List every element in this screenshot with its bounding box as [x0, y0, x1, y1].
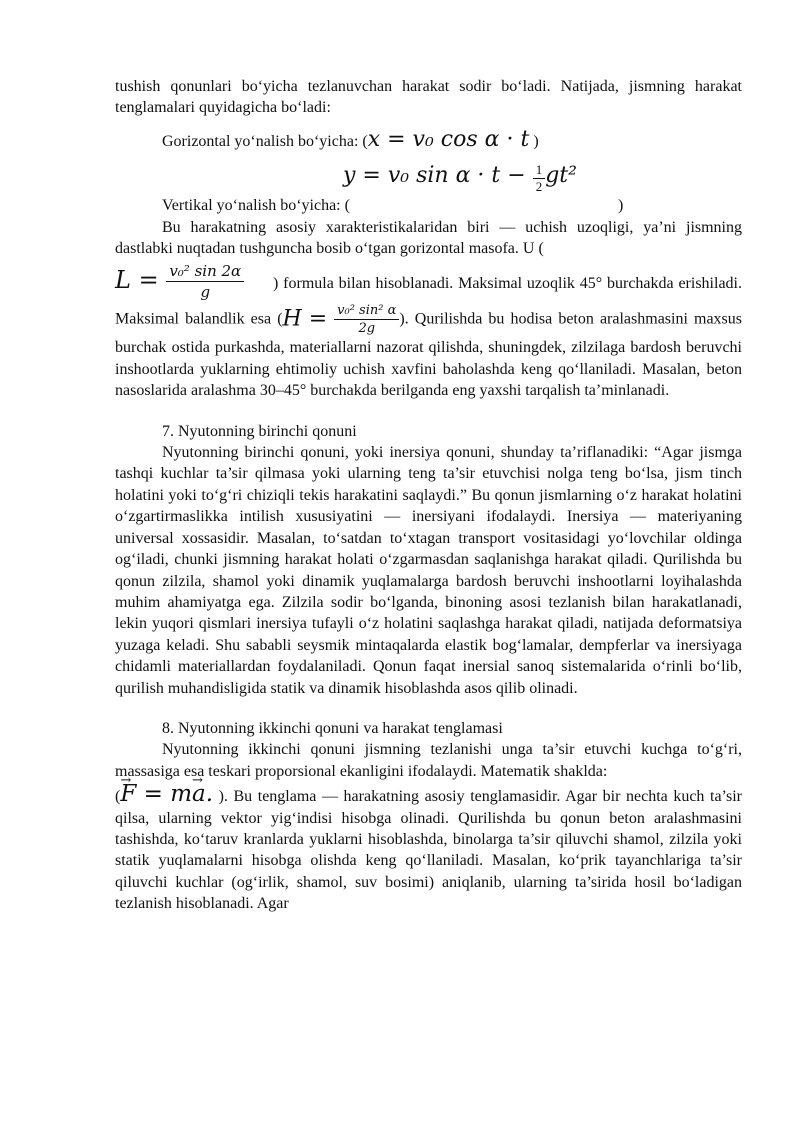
- vertical-formula-tail: gt²: [545, 163, 577, 189]
- height-after: ). Qurilishda bu hodisa beton aralashmasini maxsus burchak ostida purkashda, materiallarni nazorat qilishda, shuningdek, zilzilaga bardosh beruvchi inshootlarda yuklarning ehtimoliy uchish xavfini baholashda keng qo‘llaniladi. Masalan, beton nasoslarida aralashma 30–45° burchakda berilganda eng yaxshi tarqalish ta’minlanadi.: [115, 310, 742, 400]
- height-numerator: v₀² sin² α: [334, 302, 399, 320]
- document-page: [115, 76, 742, 915]
- height-fraction: [334, 302, 399, 337]
- vertical-label: Vertikal yo‘nalish bo‘yicha: (: [162, 197, 350, 215]
- range-text: Bu harakatning asosiy xarakteristikalaridan biri — uchish uzoqligi, ya’ni jismning dastlabki nuqtadan tushguncha bosib o‘tgan gorizontal masofa. U (: [115, 218, 742, 258]
- half-denominator: 2: [535, 179, 543, 195]
- newton-after: ). Bu tenglama — harakatning asosiy tenglamasidir. Agar bir nechta kuch ta’sir qilsa, ularning vektor yig‘indisi hisobga olinadi. Qurilishda bu qonun beton aralashmasini tashishda, ko‘taruv kranlarda yuklarni hisoblashda, binolarga ta’sir qiluvchi shamol, zilzila yoki statik yuqlamalarni hisobga olishda keng qo‘llaniladi. Masalan, ko‘prik tayanchlariga ta’sir qiluvchi kuchlar (og‘irlik, shamol, suv bosimi) aniqlanib, ularning ta’sirida hosil bo‘ladigan tezlanish hisoblanadi. Agar: [115, 788, 742, 913]
- range-fraction: [166, 261, 244, 302]
- acceleration-vector: → a: [192, 784, 206, 805]
- horizontal-close: ): [529, 132, 539, 150]
- horizontal-label: Gorizontal yo‘nalish bo‘yicha: (: [162, 132, 368, 150]
- range-after: ) formula bilan hisoblanadi. Maksimal uzoqlik 45° burchakda erishiladi. Maksimal balandlik esa (: [115, 275, 742, 328]
- section-8-title: 8. Nyutonning ikkinchi qonuni va harakat tenglamasi: [162, 719, 503, 737]
- newton-end: .: [205, 781, 214, 808]
- vertical-equation-line: [115, 195, 742, 216]
- range-lhs: L =: [115, 266, 167, 295]
- horizontal-equation-line: [115, 126, 742, 152]
- range-paragraph: [115, 217, 742, 260]
- height-lhs: H =: [282, 306, 335, 332]
- section-7-body: Nyutonning birinchi qonuni, yoki inersiya qonuni, shunday ta’riflanadiki: “Agar jismga tashqi kuchlar ta’sir qilmasa yoki ularning teng ta’sir etuvchisi nolga teng bo‘lsa, jism tinch holatini yoki to‘g‘ri chiziqli tekis harakatini saqlaydi.” Bu qonun jismlarning o‘z harakat holatini o‘zgartirmaslikka intilish xususiyatini — inersiyani ifodalaydi. Inersiya — materiyaning universal xossasidir. Masalan, to‘satdan to‘xtagan transport vositasidagi yo‘lovchilar oldinga og‘iladi, chunki jismning harakat holati o‘zgarmasdan saqlanishga harakat qiladi. Qurilishda bu qonun zilzila, shamol yoki dinamik yuqlamalarga bardosh beruvchi inshootlarni loyihalashda muhim ahamiyatga ega. Zilzila sodir bo‘lganda, binoning asosi tezlanish bilan harakatlanadi, lekin yuqori qismlari inersiya tufayli o‘z holatini saqlashga harakat qiladi, natijada deformatsiya yuzaga keladi. Shu sababli seysmik mintaqalarda elastik bog‘lamalar, dempferlar va inersiyaga chidamli materiallardan foydalaniladi. Qonun faqat inersial sanoq sistemalarida o‘rinli bo‘lib, qurilish muhandisligida statik va dinamik hisoblashda asos qilib olinadi.: [115, 444, 742, 697]
- range-denominator: g: [200, 283, 211, 302]
- intro-paragraph: tushish qonunlari bo‘yicha tezlanuvchan harakat sodir bo‘ladi. Natijada, jismning harakat tenglamalari quyidagicha bo‘ladi:: [115, 78, 742, 117]
- range-formula-paragraph: [115, 261, 742, 401]
- half-numerator: 1: [533, 162, 546, 179]
- vertical-close: ): [617, 197, 624, 215]
- newton-mid: = m: [136, 781, 192, 808]
- vertical-half-fraction: [533, 162, 546, 195]
- height-formula: [283, 302, 400, 337]
- vertical-formula-block: [115, 162, 742, 195]
- section-7-title: 7. Nyutonning birinchi qonuni: [162, 422, 357, 440]
- height-denominator: 2g: [358, 321, 376, 337]
- newton-open: (: [115, 788, 121, 806]
- newton-paragraph: [115, 781, 742, 914]
- newton-formula: [120, 781, 214, 808]
- force-vector: → F: [120, 784, 136, 805]
- range-numerator: v₀² sin 2α: [166, 261, 244, 282]
- vertical-formula-lhs: y = v₀ sin α · t −: [343, 163, 533, 189]
- horizontal-formula: x = v₀ cos α · t: [367, 126, 530, 152]
- section-8-body: Nyutonning ikkinchi qonuni jismning tezlanishi unga ta’sir etuvchi kuchga to‘g‘ri, massasiga esa teskari proporsional ekanligini ifodalaydi. Matematik shaklda:: [115, 741, 742, 780]
- range-formula: [115, 261, 244, 302]
